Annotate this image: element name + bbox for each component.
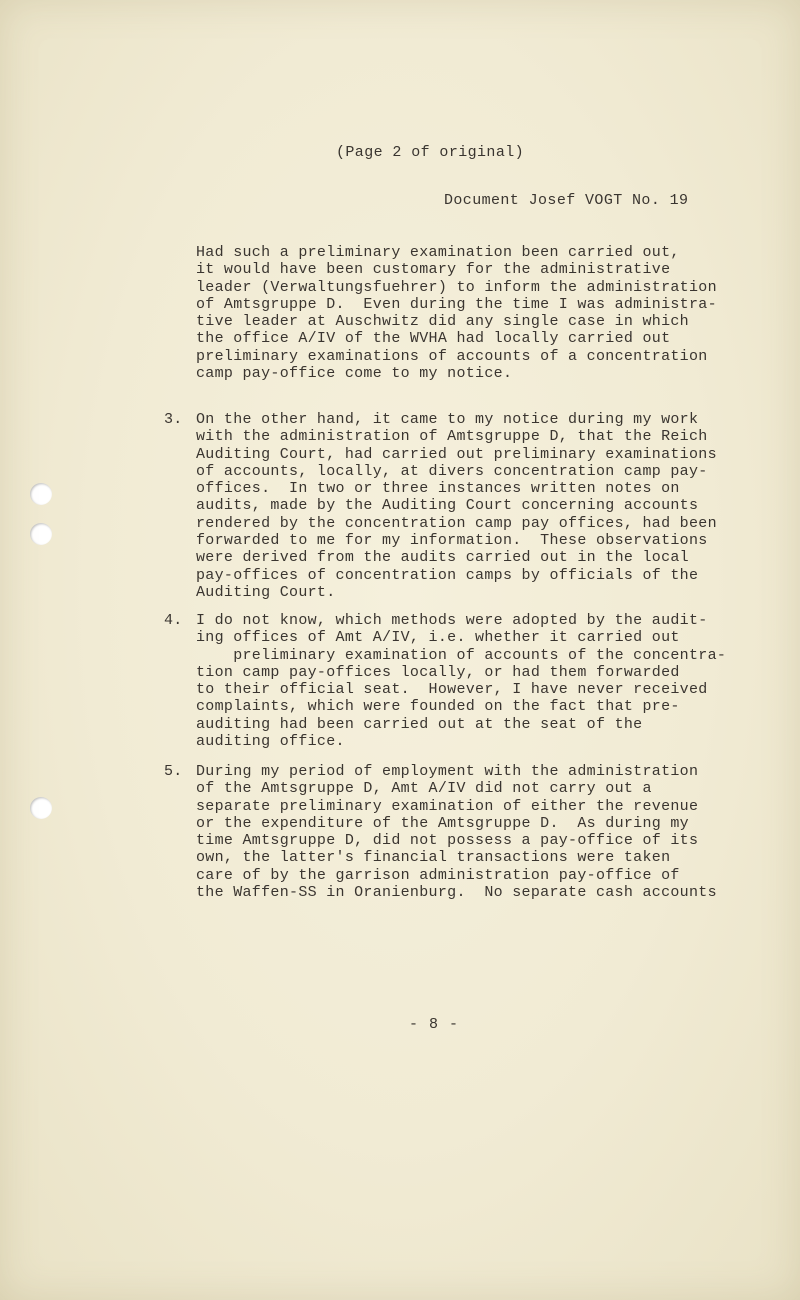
item-number: 5. [164, 763, 183, 780]
paragraph-continuation: Had such a preliminary examination been carried out, it would have been customary for the administrative leader (Verwaltungsfuehrer) to inform the administration of Amtsgruppe D. Even during the time I was administra- tive leader at Auschwitz did any single case in which the office A/IV of the WVHA had locally carried out preliminary examinations of accounts of a concentration camp pay-office come to my notice. [196, 244, 717, 383]
item-number: 4. [164, 612, 183, 629]
page-number: - 8 - [409, 1016, 460, 1033]
punch-hole [30, 523, 52, 545]
item-text: On the other hand, it came to my notice during my work with the administration of Amtsgruppe D, that the Reich Auditing Court, had carried out preliminary examinations of accounts, locally, at divers concentration camp pay- offices. In two or three instances written notes on audits, made by the Auditing Court concerning accounts rendered by the concentration camp pay offices, had been forwarded to me for my information. These observations were derived from the audits carried out in the local pay-offices of concentration camps by officials of the Auditing Court. [196, 411, 717, 601]
item-number: 3. [164, 411, 183, 428]
item-text: I do not know, which methods were adopted by the audit- ing offices of Amt A/IV, i.e. whether it carried out preliminary examination of accounts of the concentra- tion camp pay-offices locally, or had them forwarded to their official seat. However, I have never received complaints, which were founded on the fact that pre- auditing had been carried out at the seat of the auditing office. [196, 612, 727, 751]
punch-hole [30, 797, 52, 819]
original-page-reference: (Page 2 of original) [336, 144, 525, 161]
punch-hole [30, 483, 52, 505]
document-reference: Document Josef VOGT No. 19 [444, 192, 689, 209]
item-text: During my period of employment with the administration of the Amtsgruppe D, Amt A/IV did not carry out a separate preliminary examination of either the revenue or the expenditure of the Amtsgruppe D. As during my time Amtsgruppe D, did not possess a pay-office of its own, the latter's financial transactions were taken care of by the garrison administration pay-office of the Waffen-SS in Oranienburg. No separate cash accounts [196, 763, 717, 902]
